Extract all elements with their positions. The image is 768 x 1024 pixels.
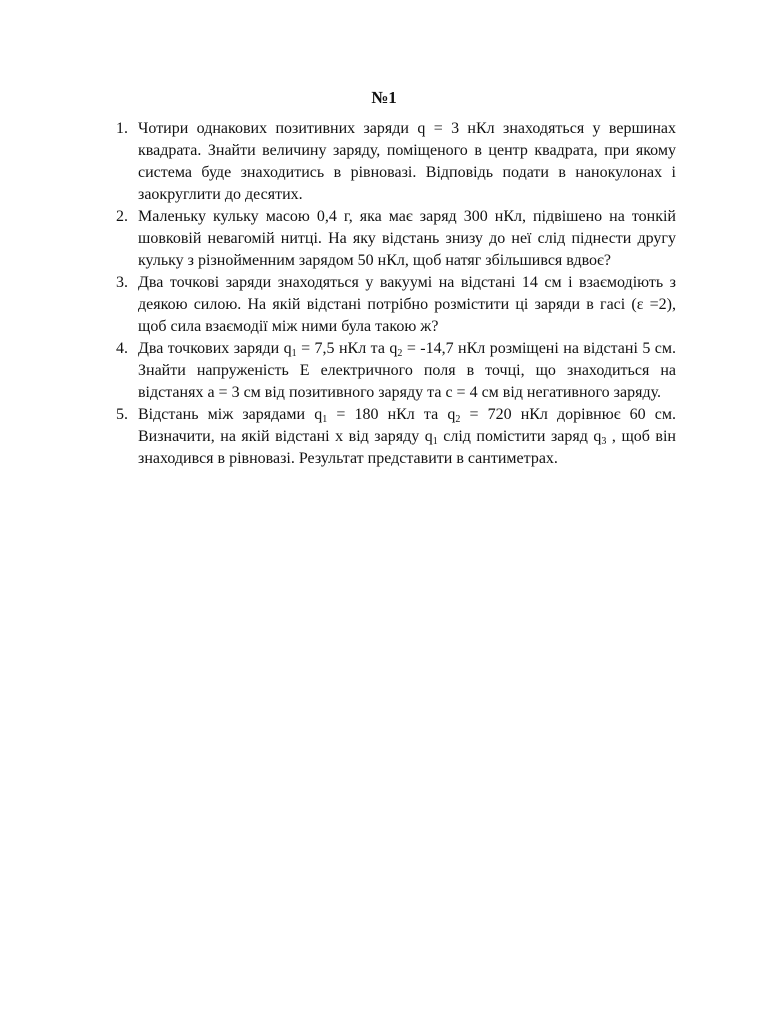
- problem-number: 1.: [116, 120, 128, 137]
- problem-number: 3.: [116, 274, 128, 291]
- subscript-index: 3: [601, 436, 607, 447]
- subscript-index: 1: [322, 414, 328, 425]
- problem-list: [116, 118, 676, 470]
- problem-number: 4.: [116, 340, 128, 357]
- subscript-index: 1: [291, 348, 297, 359]
- subscript-index: 2: [455, 414, 461, 425]
- problem-text: Чотири однакових позитивних заряди q = 3 нКл знаходяться у вершинах квадрата. Знайти величину заряду, поміщеного в центр квадрата, при якому система буде знаходитись в рівновазі. Відповідь подати в нанокулонах і заокруглити до десятих.: [138, 120, 676, 203]
- problem-text: [138, 404, 676, 470]
- text-segment: = 7,5 нКл та q: [296, 340, 398, 357]
- subscript-index: 1: [432, 436, 438, 447]
- problem-number: 2.: [116, 208, 128, 225]
- problem-item: [116, 206, 676, 272]
- text-segment: слід помістити заряд q: [437, 428, 602, 445]
- text-segment: = -14,7 нКл розміщені на відстані 5 см. Знайти напруженість E електричного поля в точці, що знаходиться на відстанях a = 3 см від позитивного заряду та c = 4 см від негативного заряду.: [138, 340, 676, 401]
- text-segment: Два точкових заряди q: [138, 340, 292, 357]
- text-segment: Відстань між зарядами q: [138, 406, 323, 423]
- problem-number: 5.: [116, 406, 128, 423]
- problem-item: [116, 118, 676, 206]
- text-segment: = 180 нКл та q: [327, 406, 456, 423]
- problem-item: [116, 338, 676, 404]
- problem-text: Два точкові заряди знаходяться у вакуумі на відстані 14 см і взаємодіють з деякою силою. На якій відстані потрібно розмістити ці заряди в гасі (ε =2), щоб сила взаємодії між ними була такою ж?: [138, 274, 676, 335]
- problem-text: Маленьку кульку масою 0,4 г, яка має заряд 300 нКл, підвішено на тонкій шовковій невагомій нитці. На яку відстань знизу до неї слід піднести другу кульку з різнойменним зарядом 50 нКл, щоб натяг збільшився вдвоє?: [138, 208, 676, 269]
- subscript-index: 2: [397, 348, 403, 359]
- page-title: №1: [371, 88, 397, 107]
- text-segment: = 720 нКл дорівнює 60 см. Визначити, на якій відстані x від заряду q: [138, 406, 677, 445]
- problem-text: [138, 338, 676, 404]
- problem-item: [116, 404, 676, 470]
- problem-item: [116, 272, 676, 338]
- text-segment: , щоб він знаходився в рівновазі. Результат представити в сантиметрах.: [138, 428, 676, 467]
